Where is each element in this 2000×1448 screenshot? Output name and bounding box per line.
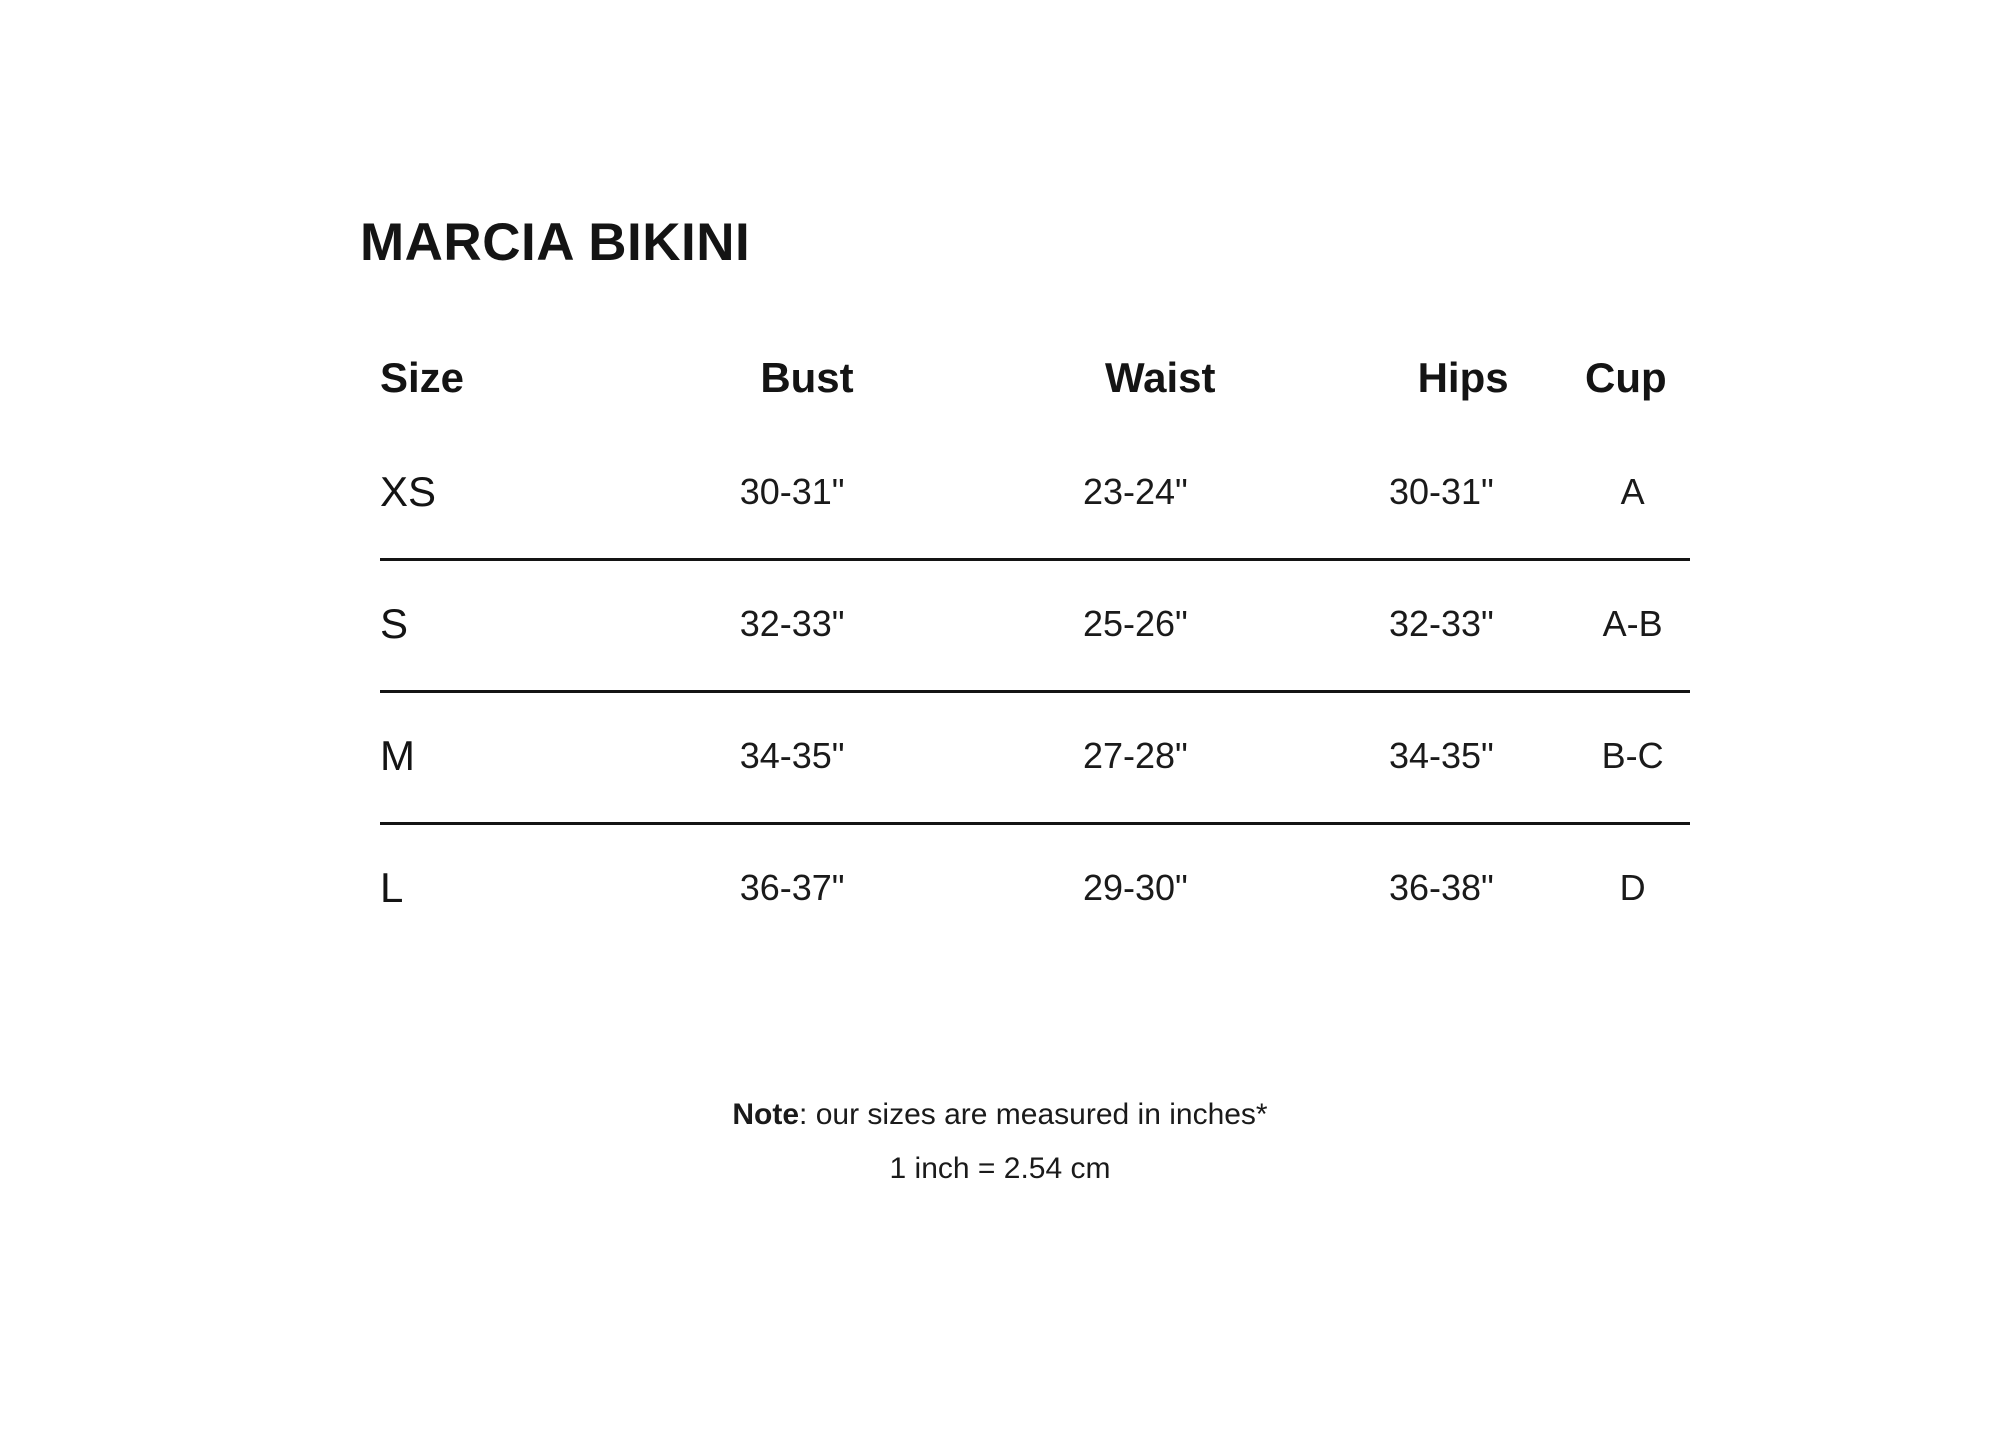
cell-cup: A-B bbox=[1602, 603, 1663, 644]
cell-size: L bbox=[380, 864, 404, 911]
table-row bbox=[360, 558, 1690, 690]
page-title: MARCIA BIKINI bbox=[360, 213, 751, 272]
cell-waist: 27-28" bbox=[1082, 735, 1188, 776]
cell-size: M bbox=[380, 732, 415, 779]
cell-bust: 30-31" bbox=[739, 471, 845, 512]
cell-hips: 36-38" bbox=[1388, 867, 1494, 908]
cell-bust: 34-35" bbox=[739, 735, 845, 776]
note-conversion: 1 inch = 2.54 cm bbox=[889, 1152, 1111, 1185]
table-row bbox=[360, 690, 1690, 822]
cell-hips: 34-35" bbox=[1388, 735, 1494, 776]
note-label: Note bbox=[732, 1098, 800, 1131]
cell-hips: 32-33" bbox=[1388, 603, 1494, 644]
cell-waist: 25-26" bbox=[1082, 603, 1188, 644]
cell-waist: 23-24" bbox=[1082, 471, 1188, 512]
cell-hips: 30-31" bbox=[1388, 471, 1494, 512]
cell-cup: B-C bbox=[1601, 735, 1664, 776]
cell-size: XS bbox=[380, 468, 437, 515]
column-header-cup: Cup bbox=[1584, 354, 1667, 401]
column-header-size: Size bbox=[380, 354, 465, 401]
cell-bust: 36-37" bbox=[739, 867, 845, 908]
note-text: : our sizes are measured in inches* bbox=[799, 1098, 1268, 1131]
column-header-hips: Hips bbox=[1417, 354, 1509, 401]
cell-waist: 29-30" bbox=[1082, 867, 1188, 908]
cell-cup: A bbox=[1620, 471, 1645, 512]
table-header-row bbox=[360, 330, 1690, 426]
cell-size: S bbox=[380, 600, 409, 647]
cell-bust: 32-33" bbox=[739, 603, 845, 644]
cell-cup: D bbox=[1619, 867, 1646, 908]
size-chart-table bbox=[360, 330, 1690, 954]
column-header-waist: Waist bbox=[1105, 354, 1216, 401]
table-row bbox=[360, 822, 1690, 954]
column-header-bust: Bust bbox=[760, 354, 854, 401]
measurement-note bbox=[0, 1088, 2000, 1196]
table-row bbox=[360, 426, 1690, 558]
